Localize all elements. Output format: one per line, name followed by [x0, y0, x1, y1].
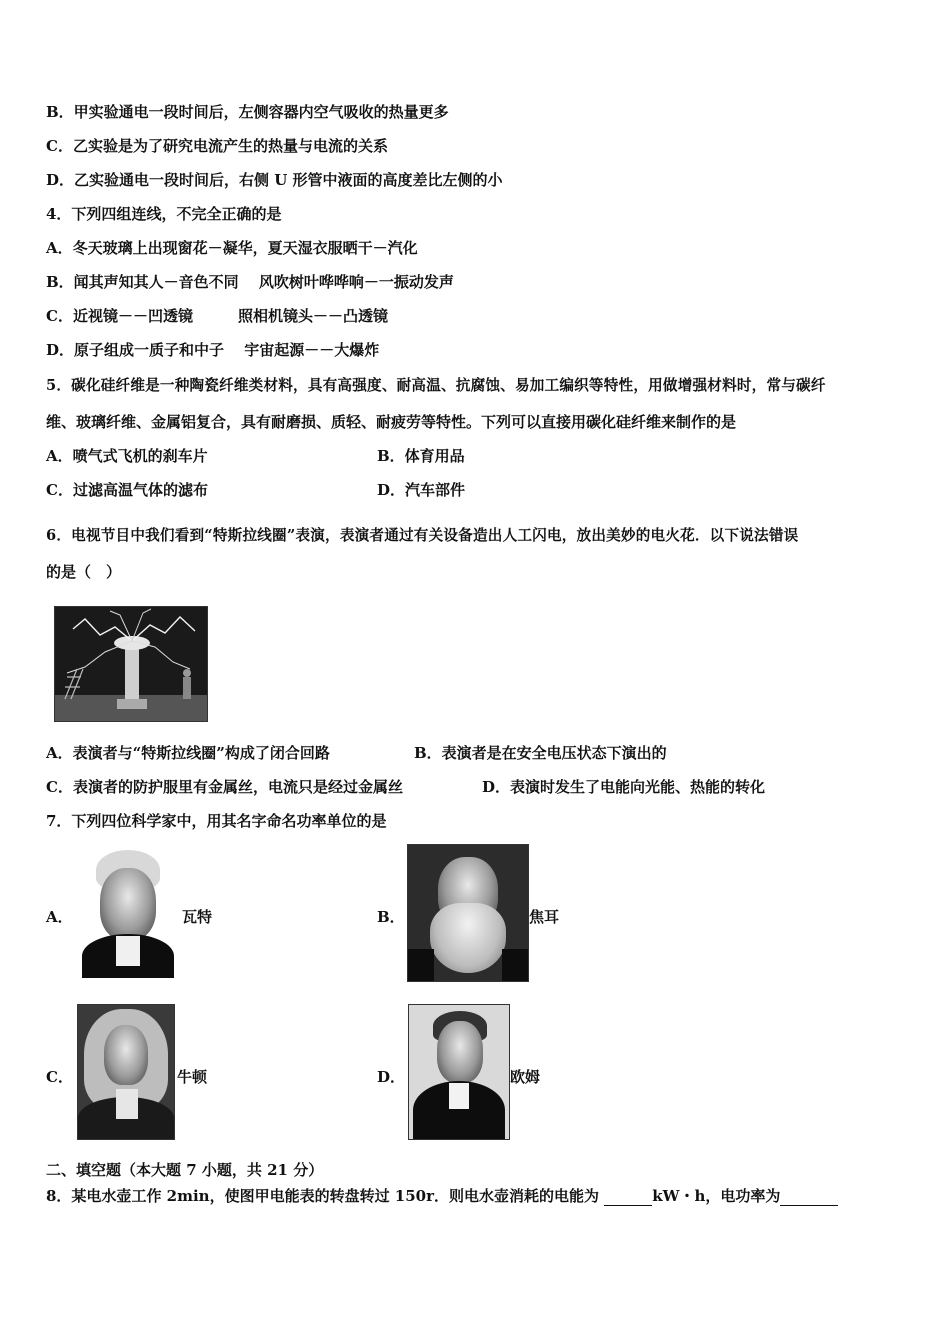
q7-option-d-name: 欧姆: [510, 1068, 541, 1086]
q8-unit-text: kW・h，电功率为: [652, 1187, 781, 1205]
q6-option-a: A．表演者与“特斯拉线圈”构成了闭合回路: [46, 744, 330, 762]
portrait-newton: [77, 1004, 175, 1140]
q6-option-b: B．表演者是在安全电压状态下演出的: [414, 744, 667, 762]
q7-option-d-letter: D．: [377, 1068, 406, 1086]
q8-line: [46, 1186, 838, 1206]
q4-option-b: B．闻其声知其人－音色不同 风吹树叶哗哗响－一振动发声: [46, 273, 454, 291]
q7-option-a-name: 瓦特: [182, 908, 213, 926]
q5-option-a: A．喷气式飞机的刹车片: [46, 447, 208, 465]
q6-option-d: D．表演时发生了电能向光能、热能的转化: [482, 778, 766, 796]
q7-option-c-letter: C．: [46, 1068, 73, 1086]
q7-option-b-letter: B．: [377, 908, 405, 926]
q5-stem-line2: 维、玻璃纤维、金属铝复合，具有耐磨损、质轻、耐疲劳等特性。下列可以直接用碳化硅纤维来制作的是: [46, 413, 737, 431]
q7-stem: 7．下列四位科学家中，用其名字命名功率单位的是: [46, 812, 387, 830]
q6-option-c: C．表演者的防护服里有金属丝，电流只是经过金属丝: [46, 778, 403, 796]
q6-stem-line1: 6．电视节目中我们看到“特斯拉线圈”表演，表演者通过有关设备造出人工闪电，放出美妙的电火花．以下说法错误: [46, 527, 799, 544]
q6-stem-line2: 的是（ ）: [46, 563, 122, 581]
portrait-watt: [76, 850, 180, 978]
q3-option-b: B．甲实验通电一段时间后，左侧容器内空气吸收的热量更多: [46, 103, 449, 121]
tesla-coil-illustration: [55, 607, 207, 721]
q4-option-a: A．冬天玻璃上出现窗花－凝华，夏天湿衣服晒干－汽化: [46, 239, 418, 257]
q7-option-b-name: 焦耳: [529, 908, 560, 926]
portrait-ohm: [408, 1004, 510, 1140]
q5-option-b: B．体育用品: [377, 447, 465, 465]
q4-stem: 4．下列四组连线，不完全正确的是: [46, 205, 282, 223]
q7-option-c-name: 牛顿: [177, 1068, 208, 1086]
q4-option-d: D．原子组成一质子和中子 宇宙起源－－大爆炸: [46, 341, 380, 359]
q8-text: 8．某电水壶工作 2min，使图甲电能表的转盘转过 150r．则电水壶消耗的电能为: [46, 1187, 600, 1205]
section-2-heading: 二、填空题（本大题 7 小题，共 21 分）: [46, 1161, 324, 1179]
q5-option-d: D．汽车部件: [377, 481, 466, 499]
tesla-coil-photo: [54, 606, 208, 722]
q8-energy-blank[interactable]: [604, 1189, 652, 1206]
q3-option-c: C．乙实验是为了研究电流产生的热量与电流的关系: [46, 137, 388, 155]
portrait-joule: [407, 844, 529, 982]
q4-option-c: C．近视镜－－凹透镜 照相机镜头－－凸透镜: [46, 307, 388, 325]
q3-option-d: D．乙实验通电一段时间后，右侧 U 形管中液面的高度差比左侧的小: [46, 171, 503, 189]
q5-stem-line1: 5．碳化硅纤维是一种陶瓷纤维类材料，具有高强度、耐高温、抗腐蚀、易加工编织等特性，用做增强材料时，常与碳纤: [46, 377, 826, 394]
q8-power-blank[interactable]: [780, 1189, 838, 1206]
q7-option-a-letter: A．: [46, 908, 73, 926]
q5-option-c: C．过滤高温气体的滤布: [46, 481, 208, 499]
